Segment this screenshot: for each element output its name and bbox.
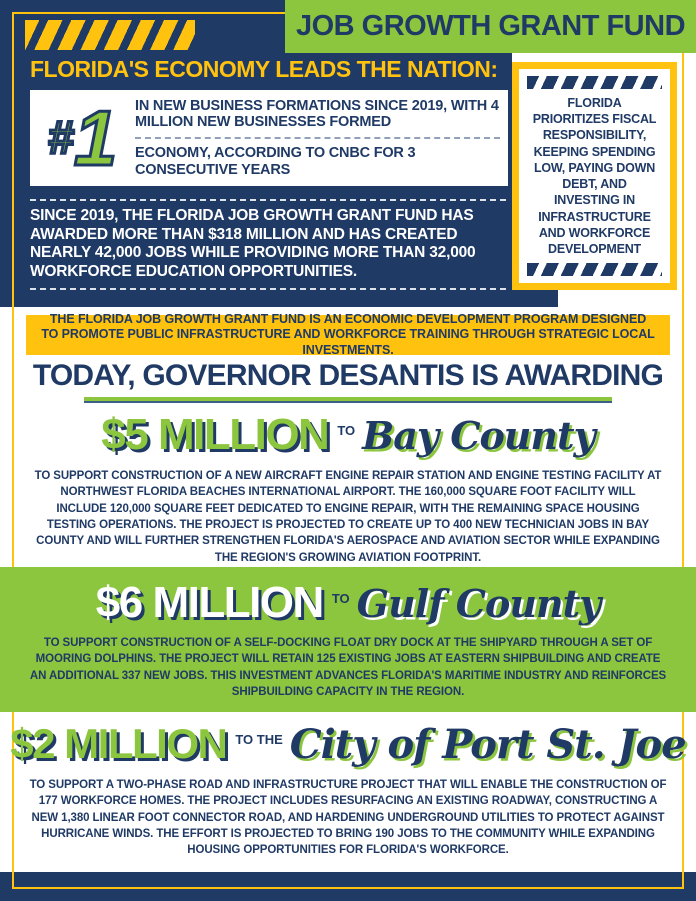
- award-amount: $6 MILLION: [95, 578, 323, 627]
- hazard-stripes-icon: [527, 76, 662, 89]
- rank-item-business-formations: IN NEW BUSINESS FORMATIONS SINCE 2019, WITH 4 MILLION NEW BUSINESSES FORMED: [135, 97, 499, 131]
- title-banner: [285, 0, 696, 53]
- awards-heading-underline: [84, 397, 612, 403]
- award-section-port-st-joe: [0, 720, 696, 859]
- award-section-gulf-county: [0, 567, 696, 712]
- one-glyph: 1: [73, 93, 118, 182]
- award-heading: [0, 578, 696, 628]
- footer-bar: [0, 872, 696, 901]
- headline: FLORIDA'S ECONOMY LEADS THE NATION:: [30, 56, 498, 82]
- award-description: TO SUPPORT A TWO-PHASE ROAD AND INFRASTRUCTURE PROJECT THAT WILL ENABLE THE CONSTRUCTION OF 177 WORKFORCE HOMES. THE PROJECT INCLUDES RESURFACING AN EXISTING ROADWAY, CONSTRUCTING A NEW 1,380 LINEAR FOOT CONNECTOR ROAD, AND HARDENING UNDERGROUND UTILITIES TO PROTECT AGAINST HURRICANE WINDS. THE EFFORT IS PROJECTED TO BRING 190 JOBS TO THE COMMUNITY WHILE EXPANDING HOUSING OPPORTUNITIES FOR FLORIDA'S WORKFORCE.: [29, 779, 667, 857]
- award-recipient: City of Port St. Joe: [289, 721, 686, 768]
- award-connector: TO: [337, 423, 356, 438]
- award-heading: [0, 410, 696, 460]
- award-section-bay-county: [0, 410, 696, 566]
- award-description: TO SUPPORT CONSTRUCTION OF A NEW AIRCRAFT ENGINE REPAIR STATION AND ENGINE TESTING FACILITY AT NORTHWEST FLORIDA BEACHES INTERNATIONAL AIRPORT. THE 160,000 SQUARE FOOT FACILITY WILL INCLUDE 120,000 SQUARE FEET DEDICATED TO ENGINE REPAIR, WITH THE REMAINING SPACE HOUSING TESTING OPERATIONS. THE PROJECT IS PROJECTED TO CREATE UP TO 400 NEW TECHNICIAN JOBS IN BAY COUNTY AND WILL FURTHER STRENGTHEN FLORIDA'S AEROSPACE AND AVIATION SECTOR WHILE EXPANDING THE REGION'S GROWING AVIATION FOOTPRINT.: [34, 470, 662, 564]
- award-connector: TO THE: [235, 732, 283, 747]
- dashed-divider-top: [30, 199, 506, 201]
- fiscal-card-text: FLORIDA PRIORITIZES FISCAL RESPONSIBILITY, KEEPING SPENDING LOW, PAYING DOWN DEBT, AND INVESTING IN INFRASTRUCTURE AND WORKFORCE DEVELOPMENT: [532, 95, 657, 256]
- award-amount: $5 MILLION: [101, 410, 329, 459]
- program-banner: [26, 311, 670, 357]
- hazard-stripes-icon: [25, 20, 195, 50]
- summary-text: SINCE 2019, THE FLORIDA JOB GROWTH GRANT FUND HAS AWARDED MORE THAN $318 MILLION AND HAS CREATED NEARLY 42,000 JOBS WHILE PROVIDING MORE THAN 32,000 WORKFORCE EDUCATION OPPORTUNITIES.: [30, 207, 476, 280]
- award-description: TO SUPPORT CONSTRUCTION OF A SELF-DOCKING FLOAT DRY DOCK AT THE SHIPYARD THROUGH A SET OF MOORING DOLPHINS. THE PROJECT WILL RETAIN 125 EXISTING JOBS AT EASTERN SHIPBUILDING AND CREATE AN ADDITIONAL 337 NEW JOBS. THIS INVESTMENT ADVANCES FLORIDA'S MARITIME INDUSTRY AND REINFORCES SHIPBUILDING CAPACITY IN THE REGION.: [29, 637, 667, 698]
- program-banner-text: THE FLORIDA JOB GROWTH GRANT FUND IS AN ECONOMIC DEVELOPMENT PROGRAM DESIGNED TO PROMOTE PUBLIC INFRASTRUCTURE AND WORKFORCE TRAINING THROUGH STRATEGIC LOCAL INVESTMENTS.: [41, 311, 655, 357]
- award-heading: [0, 720, 696, 768]
- rank-texts: [135, 98, 508, 179]
- rank-item-economy: ECONOMY, ACCORDING TO CNBC FOR 3 CONSECUTIVE YEARS: [135, 137, 500, 178]
- hazard-stripes-icon: [527, 263, 662, 276]
- rank-box: [30, 90, 508, 186]
- hash-glyph: #: [47, 110, 74, 163]
- awards-heading: TODAY, GOVERNOR DESANTIS IS AWARDING: [32, 359, 664, 392]
- number-one-badge: [30, 93, 135, 182]
- award-connector: TO: [331, 591, 350, 606]
- award-recipient: Gulf County: [356, 581, 601, 626]
- award-recipient: Bay County: [362, 413, 595, 458]
- navy-header-step: [0, 288, 558, 307]
- dashed-divider-bottom: [30, 288, 506, 290]
- fiscal-card: [512, 62, 677, 290]
- award-amount: $2 MILLION: [10, 720, 227, 767]
- page-title: JOB GROWTH GRANT FUND: [295, 10, 686, 42]
